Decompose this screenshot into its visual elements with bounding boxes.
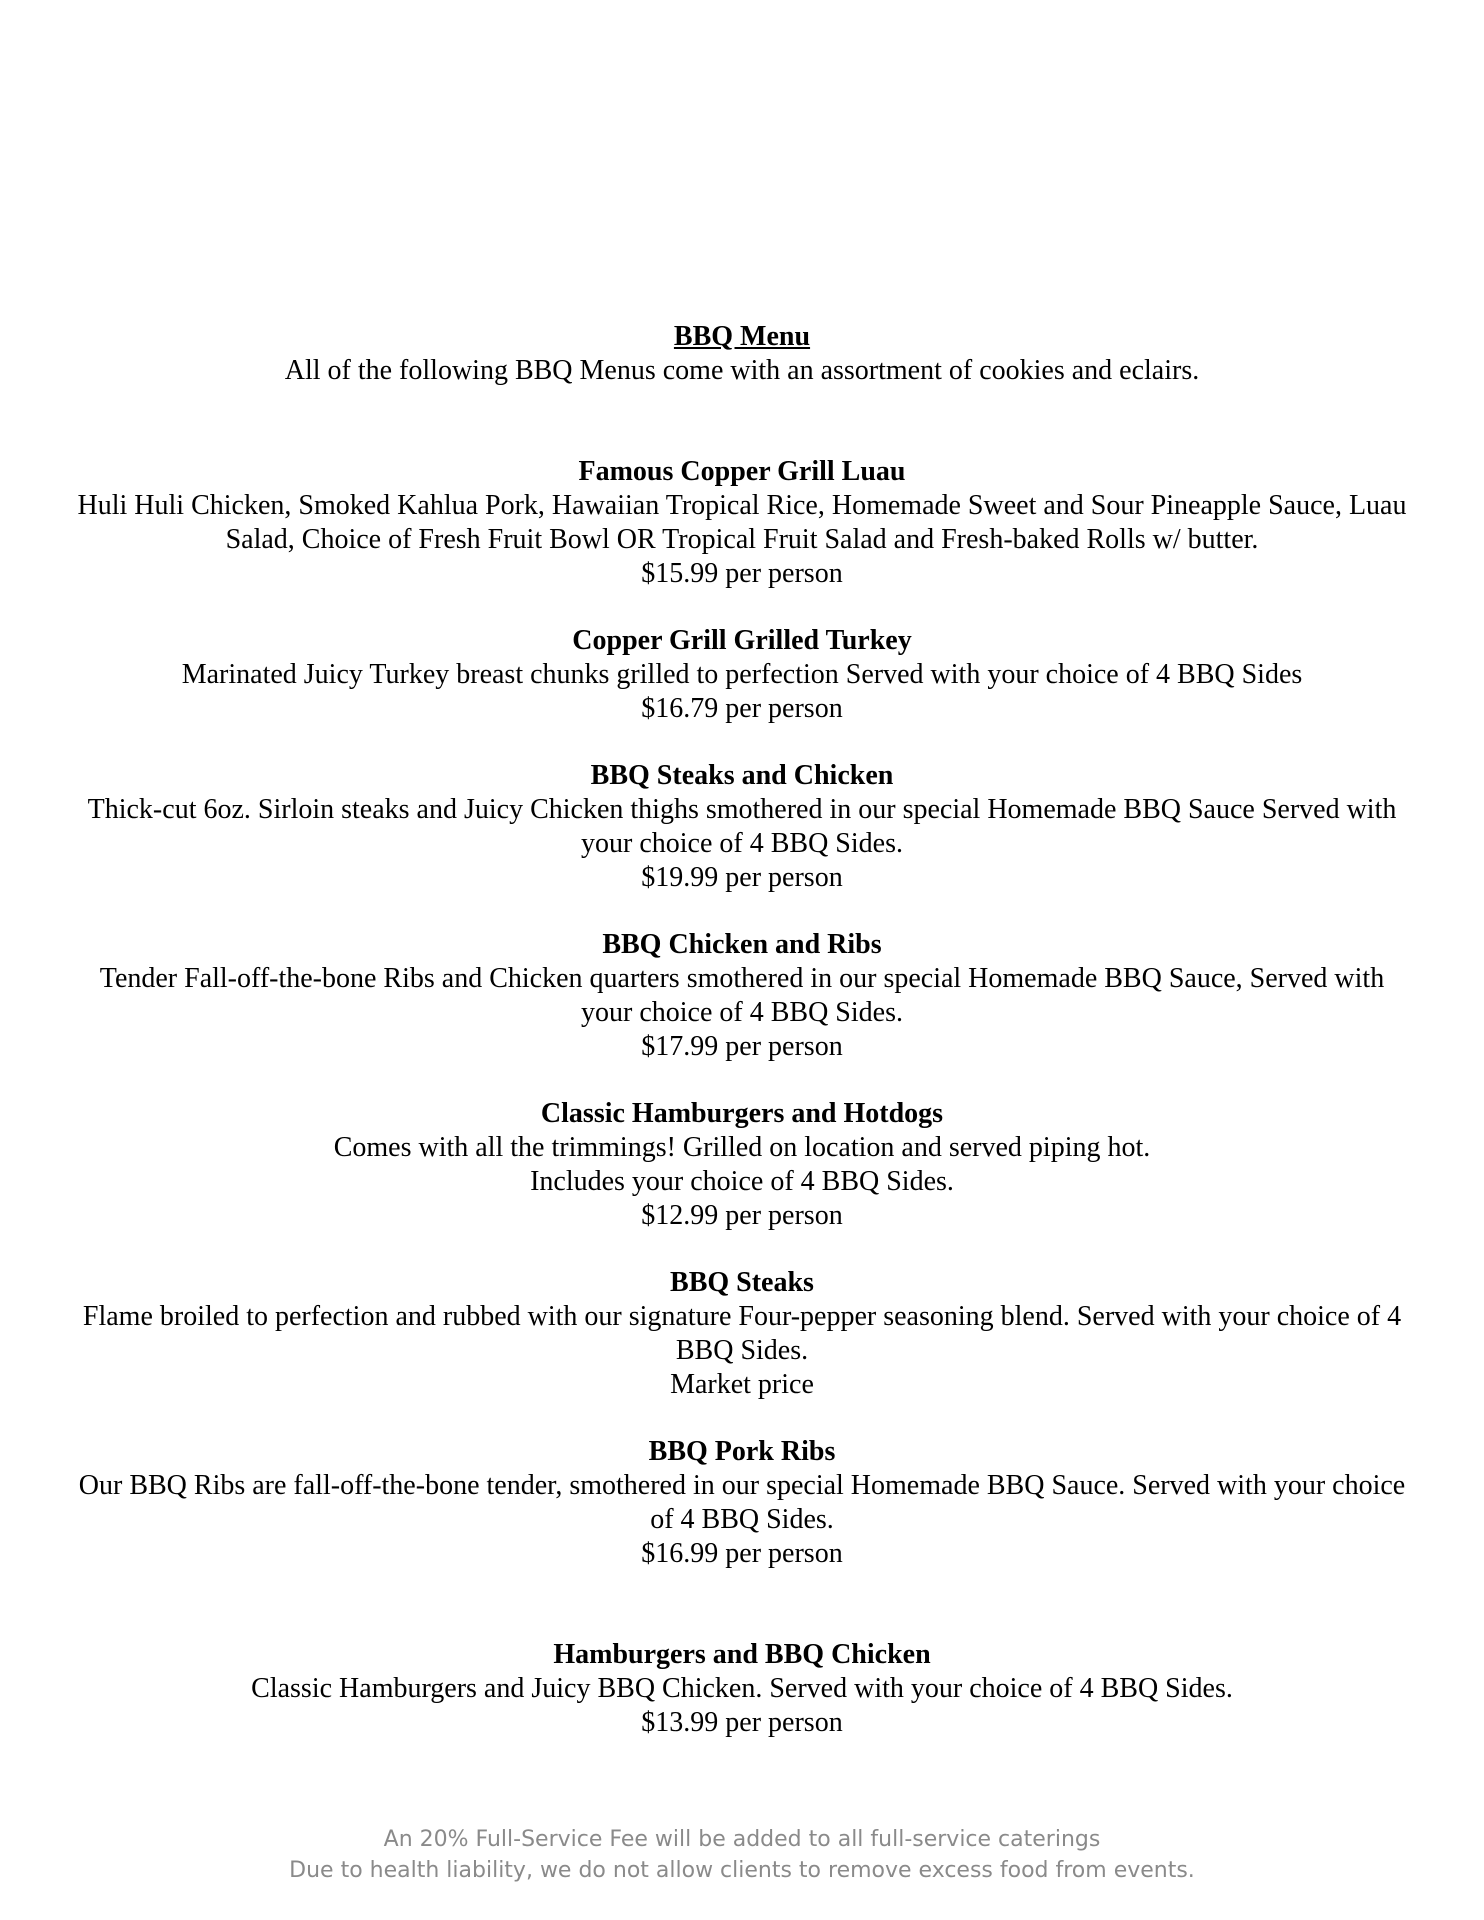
menu-item-price: $15.99 per person [641, 558, 843, 589]
menu-intro: All of the following BBQ Menus come with an assortment of cookies and eclairs. [284, 355, 1200, 386]
service-fee-note: An 20% Full-Service Fee will be added to all full-service caterings [383, 1827, 1101, 1852]
page-title: BBQ Menu [673, 321, 811, 352]
menu-item-chicken-and-ribs [0, 928, 1484, 1064]
footer-notes [0, 1824, 1484, 1886]
menu-item-title: BBQ Chicken and Ribs [602, 929, 882, 960]
menu-item-title: Copper Grill Grilled Turkey [572, 625, 912, 656]
menu-item-price: Market price [670, 1369, 814, 1400]
menu-item-grilled-turkey [0, 624, 1484, 726]
menu-item-title: BBQ Steaks [670, 1267, 814, 1298]
menu-header [0, 320, 1484, 388]
menu-item-price: $12.99 per person [641, 1200, 843, 1231]
menu-item-description: Classic Hamburgers and Juicy BBQ Chicken. Served with your choice of 4 BBQ Sides. [251, 1673, 1233, 1704]
menu-item-description-line2: Includes your choice of 4 BBQ Sides. [530, 1166, 954, 1197]
menu-item-price: $19.99 per person [641, 862, 843, 893]
menu-item-description: Our BBQ Ribs are fall-off-the-bone tender, smothered in our special Homemade BBQ Sauce. Served with your choice of 4 BBQ Sides. [78, 1470, 1406, 1535]
menu-item-price: $13.99 per person [641, 1707, 843, 1738]
menu-item-title: BBQ Steaks and Chicken [590, 760, 894, 791]
menu-item-description: Comes with all the trimmings! Grilled on location and served piping hot. [333, 1132, 1151, 1163]
menu-item-description: Flame broiled to perfection and rubbed with our signature Four-pepper seasoning blend. Served with your choice of 4 BBQ Sides. [82, 1301, 1402, 1366]
menu-item-price: $16.79 per person [641, 693, 843, 724]
menu-item-description: Thick-cut 6oz. Sirloin steaks and Juicy Chicken thighs smothered in our special Homemade BBQ Sauce Served with your choice of 4 BBQ Sides. [87, 794, 1397, 859]
menu-item-bbq-steaks [0, 1266, 1484, 1402]
menu-item-title: BBQ Pork Ribs [648, 1436, 836, 1467]
health-liability-note: Due to health liability, we do not allow clients to remove excess food from events. [289, 1858, 1195, 1883]
menu-item-title: Classic Hamburgers and Hotdogs [540, 1098, 944, 1129]
menu-item-description: Huli Huli Chicken, Smoked Kahlua Pork, Hawaiian Tropical Rice, Homemade Sweet and Sour Pineapple Sauce, Luau Salad, Choice of Fresh Fruit Bowl OR Tropical Fruit Salad and Fresh-baked Rolls w/ butter. [77, 490, 1407, 555]
menu-item-hamburgers-and-hotdogs [0, 1097, 1484, 1233]
menu-item-description: Tender Fall-off-the-bone Ribs and Chicken quarters smothered in our special Homemade BBQ Sauce, Served with your choice of 4 BBQ Sides. [99, 963, 1385, 1028]
menu-item-title: Famous Copper Grill Luau [578, 456, 906, 487]
menu-item-steaks-and-chicken [0, 759, 1484, 895]
menu-item-price: $17.99 per person [641, 1031, 843, 1062]
menu-item-price: $16.99 per person [641, 1538, 843, 1569]
menu-item-hamburgers-and-bbq-chicken [0, 1638, 1484, 1740]
menu-item-luau [0, 455, 1484, 591]
menu-item-pork-ribs [0, 1435, 1484, 1571]
menu-item-description: Marinated Juicy Turkey breast chunks grilled to perfection Served with your choice of 4 BBQ Sides [181, 659, 1303, 690]
menu-item-title: Hamburgers and BBQ Chicken [553, 1639, 931, 1670]
menu-sections [0, 455, 1484, 1773]
